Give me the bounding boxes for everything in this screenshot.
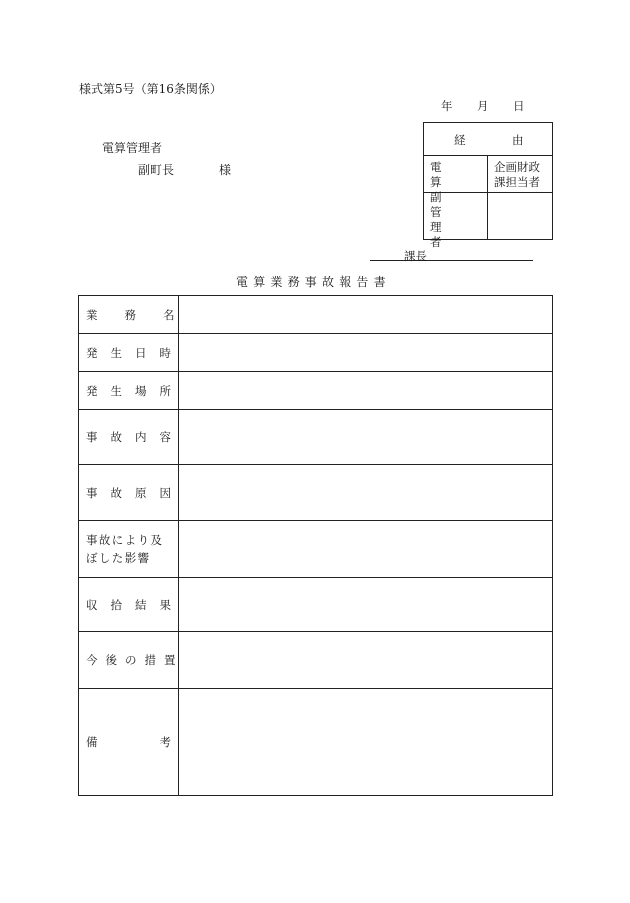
row-label: 事故内容 (86, 430, 184, 444)
row-label-cell (79, 334, 184, 371)
row-label-cell (79, 296, 202, 333)
row-label: 備考 (86, 735, 233, 749)
routing-col2-header (488, 156, 552, 193)
section-chief-label: 課長 (404, 249, 427, 263)
incident-impact-field[interactable] (179, 521, 552, 577)
incident-details-field[interactable] (179, 410, 552, 464)
form-row-occurrence-datetime (79, 334, 552, 372)
incident-cause-field[interactable] (179, 465, 552, 520)
routing-col1-char: 者 (430, 235, 442, 249)
row-label-cell (79, 410, 184, 464)
routing-col1-char: 算 (430, 175, 442, 189)
resolution-result-field[interactable] (179, 578, 552, 631)
addressee-title: 電算管理者 (102, 141, 163, 155)
document-title: 電算業務事故報告書 (236, 275, 391, 289)
row-label-cell (79, 521, 179, 577)
date-year-label: 年 (441, 99, 453, 113)
row-label-cell (79, 689, 233, 795)
date-day-label: 日 (513, 99, 525, 113)
row-label-cell (79, 465, 184, 520)
routing-header-right: 由 (512, 133, 524, 147)
form-row-incident-details (79, 410, 552, 465)
row-label-cell (79, 372, 184, 409)
form-row-remarks (79, 689, 552, 796)
row-label: 発生場所 (86, 383, 184, 398)
form-row-occurrence-location (79, 372, 552, 410)
form-row-future-measures (79, 632, 552, 689)
form-row-incident-impact (79, 521, 552, 578)
routing-col1-char: 管 (430, 205, 442, 219)
date-month-label: 月 (477, 99, 489, 113)
future-measures-field[interactable] (179, 632, 552, 688)
addressee-name: 副町長 (138, 163, 175, 177)
routing-col1-char: 電 (430, 160, 442, 174)
form-row-task-name (79, 296, 552, 334)
row-label: 事故により及ぼした影響 (86, 533, 164, 565)
report-form-table (78, 295, 553, 796)
form-number: 様式第5号（第16条関係） (79, 82, 222, 96)
routing-col2-signature-field[interactable] (488, 193, 552, 239)
routing-header (424, 123, 552, 156)
form-row-incident-cause (79, 465, 552, 521)
remarks-field[interactable] (179, 689, 552, 795)
row-label-cell (79, 632, 184, 688)
row-label: 収拾結果 (86, 597, 184, 612)
routing-col1-char: 理 (430, 220, 442, 234)
routing-col2-line1: 企画財政 (494, 160, 540, 174)
row-label: 業務名 (86, 307, 202, 322)
addressee-honorific: 様 (219, 163, 232, 177)
routing-header-left: 経 (454, 133, 466, 147)
row-label-cell (79, 578, 184, 631)
routing-col1-header (424, 156, 488, 249)
routing-col2-line2: 課担当者 (494, 175, 540, 189)
row-label: 発生日時 (86, 345, 184, 360)
row-label: 今後の措置 (86, 653, 184, 667)
row-label: 事故原因 (86, 485, 184, 500)
occurrence-location-field[interactable] (179, 372, 552, 409)
routing-box (423, 122, 553, 249)
section-chief-signature-line[interactable] (370, 260, 533, 261)
routing-col1-signature-field[interactable] (424, 193, 488, 239)
task-name-field[interactable] (179, 296, 552, 333)
form-row-resolution-result (79, 578, 552, 632)
occurrence-datetime-field[interactable] (179, 334, 552, 371)
routing-col1-char: 副 (430, 190, 442, 204)
